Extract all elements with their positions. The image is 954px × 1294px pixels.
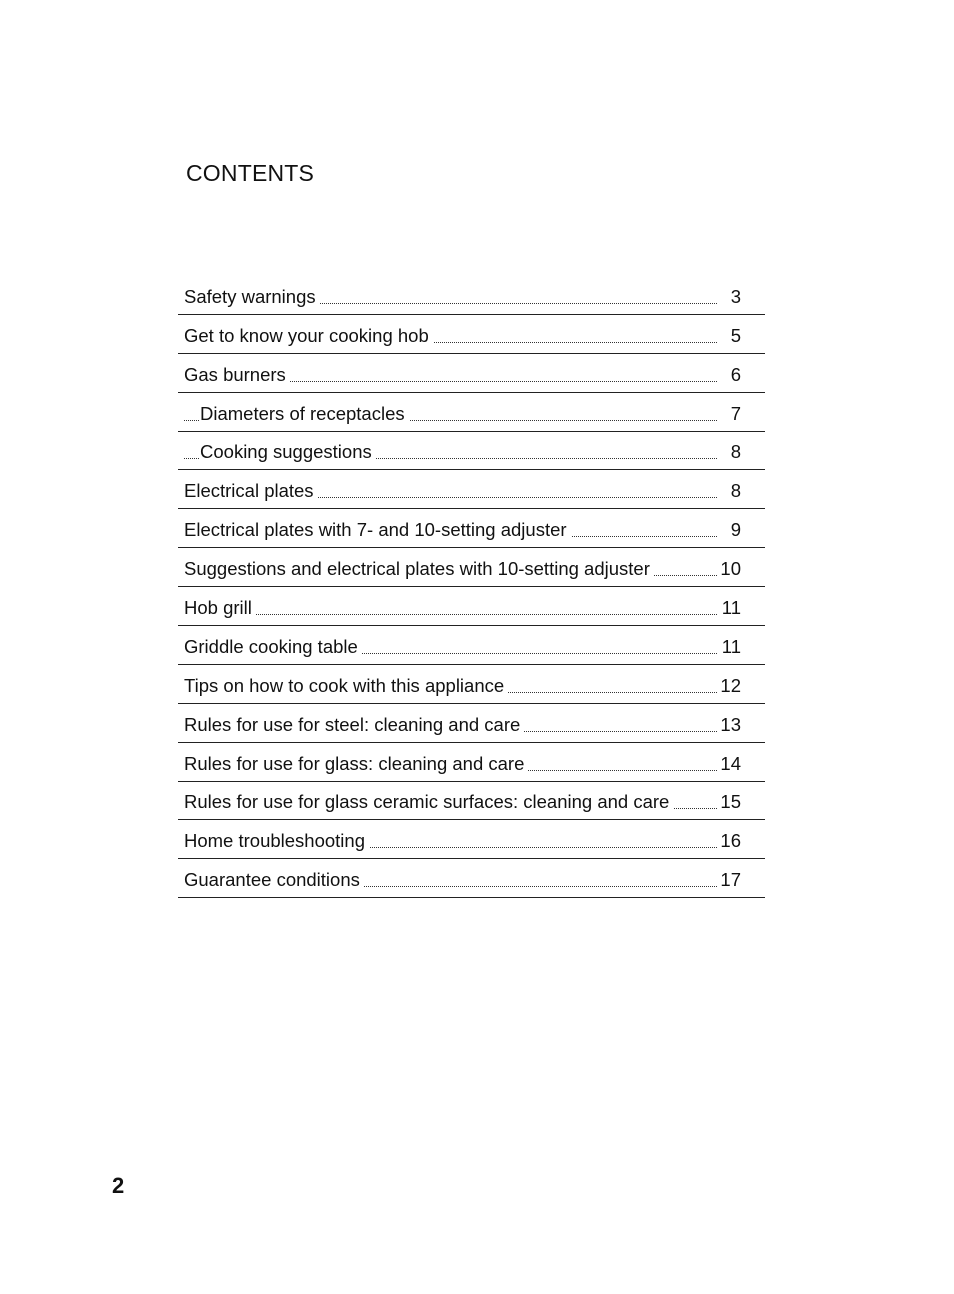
- toc-entry-page: 3: [730, 285, 741, 307]
- toc-entry-page: 9: [730, 519, 741, 541]
- toc-entry-page: 8: [730, 480, 741, 502]
- table-of-contents: [178, 276, 765, 898]
- toc-entry-page: 5: [730, 324, 741, 346]
- toc-entry-page: 6: [730, 363, 741, 385]
- toc-entry-page: 8: [730, 441, 741, 463]
- toc-entry-label: Hob grill: [184, 597, 256, 619]
- toc-entry[interactable]: [178, 315, 765, 354]
- toc-entry[interactable]: [178, 820, 765, 859]
- toc-entry-page: 13: [720, 713, 741, 735]
- toc-entry-label: Safety warnings: [184, 286, 320, 308]
- toc-entry-page: 10: [720, 558, 741, 580]
- toc-entry[interactable]: [178, 704, 765, 743]
- toc-entry-page: 7: [730, 402, 741, 424]
- toc-leader-dots: [184, 614, 717, 615]
- toc-entry-page: 12: [720, 674, 741, 696]
- toc-entry[interactable]: [178, 354, 765, 393]
- toc-entry-label: Rules for use for steel: cleaning and care: [184, 714, 524, 736]
- toc-entry[interactable]: [178, 782, 765, 821]
- toc-entry-label: Rules for use for glass ceramic surfaces: cleaning and care: [184, 791, 673, 813]
- toc-entry-page: 11: [721, 635, 741, 657]
- toc-entry-page: 15: [720, 791, 741, 813]
- toc-entry-label: Guarantee conditions: [184, 869, 364, 891]
- toc-entry-label: Get to know your cooking hob: [184, 325, 433, 347]
- toc-entry-label: Rules for use for glass: cleaning and care: [184, 753, 528, 775]
- toc-entry-label: Cooking suggestions: [200, 441, 376, 463]
- toc-entry-page: 17: [720, 869, 741, 891]
- toc-entry-label: Home troubleshooting: [184, 830, 369, 852]
- toc-entry[interactable]: [178, 276, 765, 315]
- toc-entry[interactable]: [178, 548, 765, 587]
- toc-entry-label: Electrical plates: [184, 480, 318, 502]
- page-number: 2: [112, 1173, 125, 1198]
- toc-entry-page: 11: [721, 597, 741, 619]
- toc-entry[interactable]: [178, 743, 765, 782]
- page-title: CONTENTS: [186, 160, 315, 186]
- toc-entry[interactable]: [178, 393, 765, 432]
- toc-entry[interactable]: [178, 587, 765, 626]
- toc-entry[interactable]: [178, 626, 765, 665]
- toc-entry-label: Suggestions and electrical plates with 10-setting adjuster: [184, 558, 654, 580]
- toc-entry[interactable]: [178, 470, 765, 509]
- toc-entry-label: Diameters of receptacles: [200, 403, 409, 425]
- toc-entry-label: Tips on how to cook with this appliance: [184, 675, 508, 697]
- toc-entry[interactable]: [178, 432, 765, 471]
- toc-entry-label: Gas burners: [184, 364, 290, 386]
- toc-entry-label: Electrical plates with 7- and 10-setting adjuster: [184, 519, 571, 541]
- toc-entry-label: Griddle cooking table: [184, 636, 362, 658]
- toc-entry[interactable]: [178, 509, 765, 548]
- toc-entry[interactable]: [178, 665, 765, 704]
- toc-entry-page: 16: [720, 830, 741, 852]
- toc-entry-page: 14: [720, 752, 741, 774]
- toc-entry[interactable]: [178, 859, 765, 898]
